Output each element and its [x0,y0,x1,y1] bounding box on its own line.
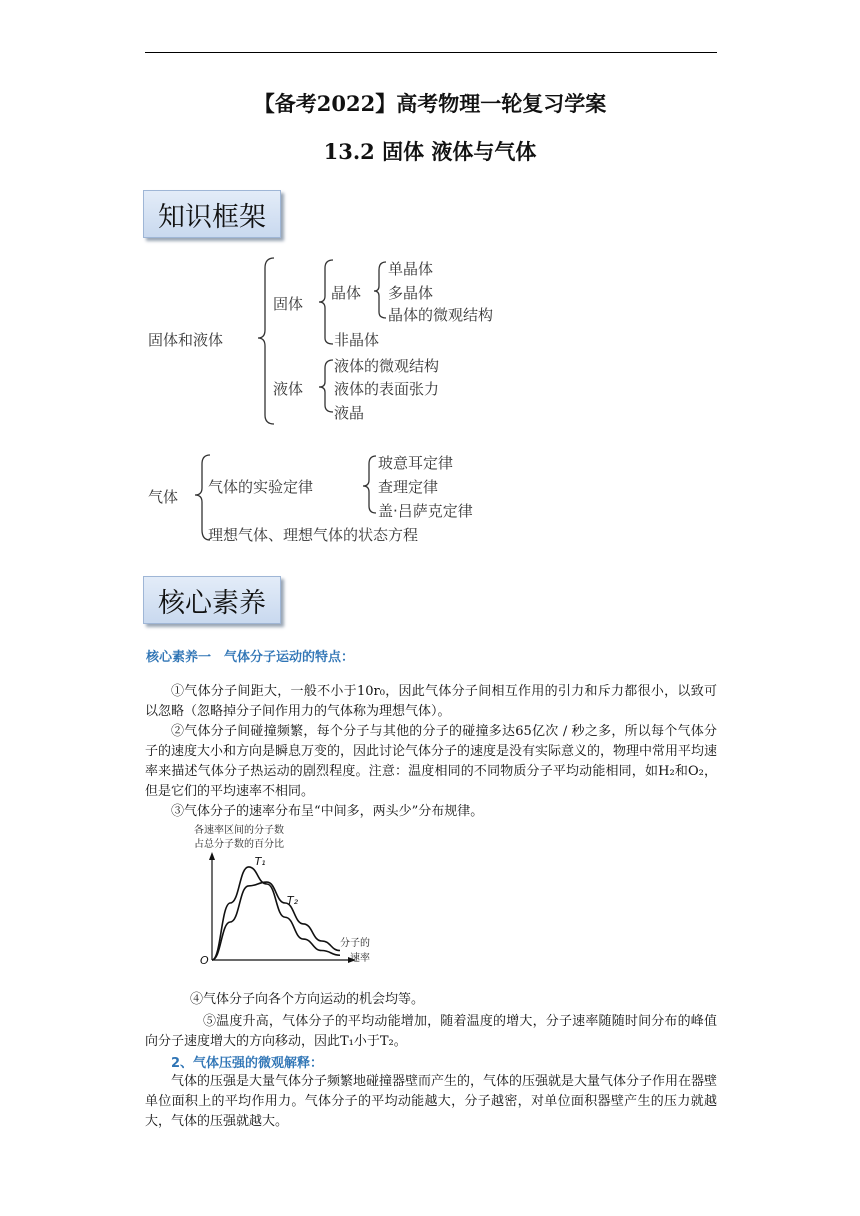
framework-amorphous: 非晶体 [334,331,380,349]
framework-liquid: 液体 [273,380,304,398]
framework-heading: 知识框架 [143,190,281,238]
paragraph-4: ④气体分子向各个方向运动的机会均等。 [190,992,425,1007]
framework-gas-laws: 气体的实验定律 [208,478,314,496]
page-subtitle: 13.2 固体 液体与气体 [323,139,537,164]
framework-solid: 固体 [273,295,304,313]
framework-law-item: 盖·吕萨克定律 [378,502,473,520]
framework-law-item: 玻意耳定律 [378,454,454,472]
framework-law-item: 查理定律 [378,478,439,496]
framework-liquid-item: 液晶 [334,404,365,422]
paragraph-6: 气体的压强是大量气体分子频繁地碰撞器壁而产生的，气体的压强就是大量气体分子作用在器壁单位面积上的平均作用力。气体分子的平均动能越大，分子越密，对单位面积器壁产生的压力就越大，气体的压强就越大。 [145,1074,718,1129]
framework-crystal-item: 多晶体 [388,284,434,302]
paragraph-2: ②气体分子间碰撞频繁，每个分子与其他的分子的碰撞多达65亿次 / 秒之多，所以每个气体分子的速度大小和方向是瞬息万变的，因此讨论气体分子的速度是没有实际意义的，物理中常用平均速率来描述气体分子热运动的剧烈程度。注意：温度相同的不同物质分子平均动能相同，如H₂和O₂，但是它们的平均速率不相同。 [145,724,718,799]
chart-series-label: T₁ [254,854,266,868]
framework-crystal-item: 单晶体 [388,260,434,278]
framework-liquid-item: 液体的表面张力 [334,380,440,398]
chart-series-label: T₂ [286,894,298,908]
framework-crystal-item: 晶体的微观结构 [388,306,494,324]
chart-xlabel-line2: 速率 [350,953,370,964]
chart-ylabel-line2: 占总分子数的百分比 [194,839,284,850]
core-heading: 核心素养 [143,576,281,624]
framework-liquid-item: 液体的微观结构 [334,357,440,375]
paragraph-1: ①气体分子间距大，一般不小于10r₀，因此气体分子间相互作用的引力和斥力都很小，以致可以忽略（忽略掉分子间作用力的气体称为理想气体）。 [145,684,717,719]
paragraph-5: ⑤温度升高，气体分子的平均动能增加，随着温度的增大，分子速率随随时间分布的峰值向分子速度增大的方向移动，因此T₁小于T₂。 [145,1014,717,1049]
framework-gas: 气体 [148,488,179,506]
framework-root-solid-liquid: 固体和液体 [148,331,224,349]
paragraph-3: ③气体分子的速率分布呈“中间多，两头少”分布规律。 [171,804,484,819]
chart-series-line [212,867,340,960]
chart-y-arrow [209,852,215,860]
framework-ideal-gas: 理想气体、理想气体的状态方程 [208,526,419,544]
core-subheading-1: 核心素养一 气体分子运动的特点： [146,650,355,665]
chart-ylabel-line1: 各速率区间的分子数 [194,825,284,836]
core-subheading-2: 2、气体压强的微观解释： [171,1056,324,1071]
chart-xlabel-line1: 分子的 [340,938,370,949]
chart-series-line [212,882,340,960]
chart-origin: O [200,954,209,967]
page-title: 【备考2022】高考物理一轮复习学案 [253,91,607,116]
speed-distribution-chart [190,820,400,975]
framework-crystal: 晶体 [331,284,362,302]
